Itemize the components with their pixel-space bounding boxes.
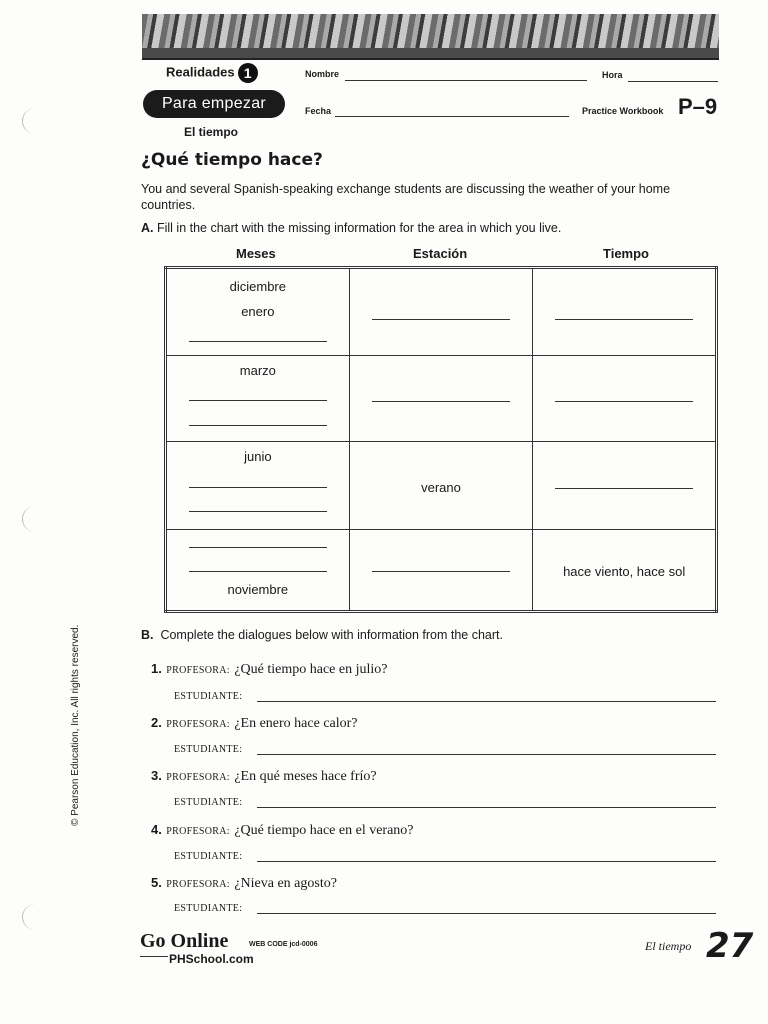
blank-line[interactable]	[189, 511, 327, 512]
cell-tiempo	[533, 442, 717, 530]
blank-line[interactable]	[555, 401, 693, 402]
table-row	[166, 356, 717, 442]
season-text: verano	[421, 480, 461, 495]
estudiante-label: ESTUDIANTE:	[174, 691, 243, 702]
month-text: noviembre	[227, 582, 289, 597]
fecha-field[interactable]	[335, 116, 569, 117]
dialogue-2-answer[interactable]	[257, 754, 716, 755]
dialogue-3-answer[interactable]	[257, 807, 716, 808]
dialogue-4-answer[interactable]	[257, 861, 716, 862]
month-text: marzo	[239, 363, 276, 378]
hora-field[interactable]	[628, 81, 718, 82]
nombre-field[interactable]	[345, 80, 587, 81]
blank-line[interactable]	[372, 319, 511, 320]
subtopic: El tiempo	[184, 125, 239, 139]
column-header-meses: Meses	[236, 246, 276, 261]
weather-text: hace viento, hace sol	[563, 564, 686, 579]
part-b-instruction: B. Complete the dialogues below with information from the chart.	[141, 628, 503, 642]
dialogue-2-question: 2. PROFESORA: ¿En enero hace calor?	[151, 715, 358, 731]
blank-line[interactable]	[189, 400, 327, 401]
cell-tiempo	[533, 356, 717, 442]
dialogue-1-question: 1. PROFESORA: ¿Qué tiempo hace en julio?	[151, 661, 388, 677]
table-row	[166, 530, 717, 612]
month-text: junio	[244, 449, 272, 464]
intro-text: You and several Spanish-speaking exchange students are discussing the weather of your home countries.	[141, 182, 671, 212]
go-online-logo: Go Online	[140, 930, 229, 952]
seasons-chart	[164, 266, 718, 613]
dialogue-5-question: 5. PROFESORA: ¿Nieva en agosto?	[151, 875, 337, 891]
cell-estacion	[349, 356, 533, 442]
page-title: ¿Qué tiempo hace?	[141, 150, 323, 170]
dialogue-5-answer[interactable]	[257, 913, 716, 914]
copyright-notice: © Pearson Education, Inc. All rights reserved.	[70, 624, 81, 826]
phschool-link[interactable]: PHSchool.com	[169, 952, 254, 966]
blank-line[interactable]	[372, 401, 511, 402]
decorative-banner	[142, 14, 719, 60]
page-number: 27	[706, 926, 754, 966]
workbook-code: P–9	[678, 94, 718, 119]
blank-line[interactable]	[189, 547, 327, 548]
cell-meses	[166, 530, 350, 612]
blank-line[interactable]	[372, 571, 511, 572]
workbook-label: Practice Workbook	[582, 106, 664, 116]
footer-topic: El tiempo	[645, 939, 692, 953]
binder-hole	[22, 904, 49, 930]
blank-line[interactable]	[555, 319, 693, 320]
table-row	[166, 268, 717, 356]
table-row	[166, 442, 717, 530]
blank-line[interactable]	[189, 425, 327, 426]
month-text: enero	[241, 304, 275, 319]
month-text: diciembre	[229, 279, 286, 294]
cell-tiempo	[533, 530, 717, 612]
binder-hole	[22, 506, 49, 532]
estudiante-label: ESTUDIANTE:	[174, 851, 243, 862]
cell-meses	[166, 442, 350, 530]
fecha-label: Fecha	[305, 106, 332, 116]
hora-label: Hora	[602, 70, 623, 80]
web-code: WEB CODE jcd-0006	[249, 941, 318, 948]
divider	[140, 956, 168, 957]
estudiante-label: ESTUDIANTE:	[174, 797, 243, 808]
dialogue-4-question: 4. PROFESORA: ¿Qué tiempo hace en el verano?	[151, 822, 414, 838]
nombre-label: Nombre	[305, 69, 340, 79]
cell-estacion	[349, 442, 533, 530]
estudiante-label: ESTUDIANTE:	[174, 903, 243, 914]
cell-estacion	[349, 530, 533, 612]
column-header-tiempo: Tiempo	[603, 246, 649, 261]
binder-hole	[22, 108, 49, 134]
blank-line[interactable]	[189, 571, 327, 572]
cell-meses	[166, 356, 350, 442]
cell-meses	[166, 268, 350, 356]
blank-line[interactable]	[189, 487, 327, 488]
blank-line[interactable]	[189, 341, 327, 342]
blank-line[interactable]	[555, 488, 693, 489]
column-header-estacion: Estación	[413, 246, 468, 261]
level-badge: 1	[238, 63, 258, 83]
estudiante-label: ESTUDIANTE:	[174, 744, 243, 755]
series-label: Realidades 1	[166, 63, 258, 83]
cell-estacion	[349, 268, 533, 356]
dialogue-3-question: 3. PROFESORA: ¿En qué meses hace frío?	[151, 768, 377, 784]
dialogue-1-answer[interactable]	[257, 701, 716, 702]
cell-tiempo	[533, 268, 717, 356]
part-a-instruction: A. Fill in the chart with the missing information for the area in which you live.	[141, 221, 562, 235]
section-pill: Para empezar	[143, 90, 285, 118]
